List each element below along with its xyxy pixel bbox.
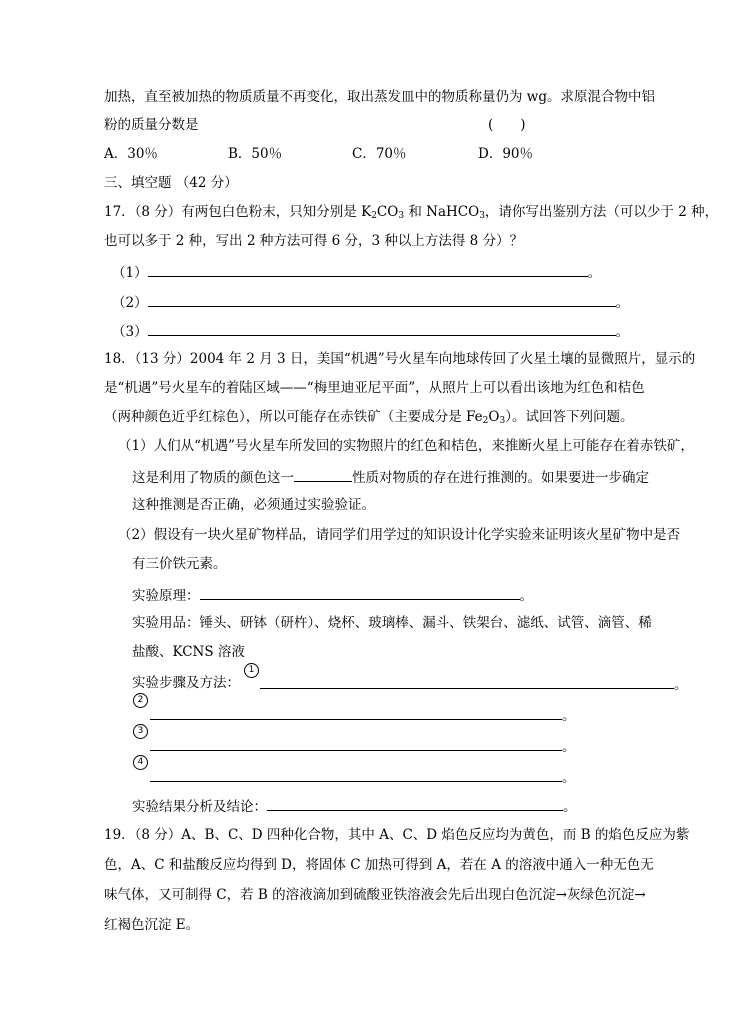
circled-number-icon: 4 [133, 755, 148, 770]
q17-sub-2: 3 [398, 211, 405, 221]
q18-result[interactable] [132, 796, 577, 816]
q17-answer-line-3[interactable] [148, 321, 616, 336]
q18-step-mark-1 [244, 661, 259, 679]
q18-supplies-line2: 盐酸、KCNS 溶液 [132, 644, 245, 660]
q18-step-line-2[interactable] [150, 705, 562, 720]
q18-step-line-1[interactable] [260, 674, 674, 689]
q17-blank-1[interactable] [112, 262, 601, 282]
q18-step-mark-4 [133, 753, 148, 771]
q17-blank-end-3: 。 [615, 324, 630, 340]
circled-number-icon: 3 [133, 724, 148, 739]
q17-blank-label-2: （2） [112, 295, 148, 311]
q18-step-2[interactable] [150, 705, 576, 725]
q18-sub-1: 2 [482, 416, 489, 426]
q18-principle-label: 实验原理： [132, 588, 200, 604]
q16-line1: 加热，直至被加热的物质质量不再变化，取出蒸发皿中的物质称量仍为 wg。求原混合物中铝 [104, 89, 655, 105]
q18-part1-line1: （1）人们从“机遇”号火星车所发回的实物照片的红色和桔色，来推断火星上可能存在着赤铁矿， [118, 438, 694, 454]
q18-step-end-4: 。 [562, 770, 576, 786]
q18-result-label: 实验结果分析及结论： [132, 799, 267, 815]
q16-option-b: B．50％ [228, 146, 283, 162]
q17-text-b: CO [376, 204, 399, 220]
q18-steps-label: 实验步骤及方法： [132, 675, 240, 691]
circled-number-icon: 1 [244, 663, 259, 678]
q18-part1-text-b: 性质对物质的存在进行推测的。如果要进一步确定 [352, 470, 649, 486]
q17-blank-2[interactable] [112, 292, 629, 312]
q18-part1-blank[interactable] [294, 467, 352, 482]
q17-blank-3[interactable] [112, 321, 629, 341]
q18-part2-line2: 有三价铁元素。 [132, 556, 227, 572]
q18-principle-end: 。 [519, 588, 533, 604]
q18-line2: 是“机遇”号火星车的着陆区域——“梅里迪亚尼平面”，从照片上可以看出该地为红色和桔色 [104, 380, 645, 396]
q16-answer-paren: ( ) [488, 117, 526, 133]
q17-sub-1: 2 [371, 211, 377, 221]
q18-line1: 18．（13 分）2004 年 2 月 3 日，美国“机遇”号火星车向地球传回了火星土壤的显微照片，显示的 [104, 351, 696, 367]
q18-step-line-4[interactable] [150, 767, 562, 782]
q17-sub-3: 3 [479, 211, 485, 221]
circled-number-icon: 2 [133, 693, 148, 708]
q18-result-line[interactable] [267, 796, 563, 811]
q18-principle[interactable] [132, 585, 533, 605]
q19-line4: 红褐色沉淀 E。 [104, 917, 200, 933]
q16-option-a: A．30％ [104, 146, 158, 162]
q18-part1-text-a: 这是利用了物质的颜色这一 [132, 470, 294, 486]
q17-blank-end-2: 。 [615, 295, 630, 311]
q19-line1: 19．（8 分）A、B、C、D 四种化合物，其中 A、C、D 焰色反应均为黄色，而 B 的焰色反应为紫 [104, 827, 690, 843]
q18-step-end-2: 。 [562, 708, 576, 724]
q18-part2-line1: （2）假设有一块火星矿物样品，请同学们用学过的知识设计化学实验来证明该火星矿物中是否 [118, 527, 681, 543]
q18-result-end: 。 [563, 799, 577, 815]
q18-line3-b: O [488, 409, 500, 425]
q18-step-mark-3 [133, 722, 148, 740]
q18-step-3[interactable] [150, 736, 576, 756]
q17-blank-end-1: 。 [587, 265, 602, 281]
q16-option-c: C．70％ [352, 146, 407, 162]
q18-step-end-3: 。 [562, 739, 576, 755]
q18-step-1[interactable] [260, 674, 688, 694]
q17-answer-line-1[interactable] [148, 262, 588, 277]
q18-principle-line[interactable] [200, 585, 520, 600]
q18-step-4[interactable] [150, 767, 576, 787]
q17-text-d: ，请你写出鉴别方法（可以少于 2 种， [484, 204, 719, 220]
q17-blank-label-1: （1） [112, 265, 148, 281]
section-3-title: 三、填空题 （42 分） [104, 175, 238, 191]
q16-option-d: D．90％ [478, 146, 534, 162]
q19-line3: 味气体，又可制得 C，若 B 的溶液滴加到硫酸亚铁溶液会先后出现白色沉淀→灰绿色沉淀→ [104, 887, 646, 903]
q17-line2: 也可以多于 2 种，写出 2 种方法可得 6 分，3 种以上方法得 8 分）？ [104, 233, 524, 249]
q17-blank-label-3: （3） [112, 324, 148, 340]
q18-line3 [104, 408, 633, 426]
q18-step-line-3[interactable] [150, 736, 562, 751]
q17-text-c: 和 NaHCO [404, 204, 480, 220]
q18-line3-c: ）。试回答下列问题。 [505, 409, 634, 425]
q18-part1-line3: 这种推测是否正确，必须通过实验验证。 [132, 497, 375, 513]
q18-step-mark-2 [133, 691, 148, 709]
q18-step-end-1: 。 [674, 677, 688, 693]
q17-text-a: 17．（8 分）有两包白色粉末，只知分别是 K [104, 204, 372, 220]
q18-supplies-line1: 实验用品：锤头、研钵（研杵）、烧杯、玻璃棒、漏斗、铁架台、滤纸、试管、滴管、稀 [132, 615, 652, 631]
q16-line2: 粉的质量分数是 [104, 117, 199, 133]
q18-part1-line2 [132, 467, 649, 487]
q18-line3-a: （两种颜色近乎红棕色），所以可能存在赤铁矿（主要成分是 Fe [104, 409, 483, 425]
q17-line1 [104, 203, 718, 221]
q18-sub-2: 3 [499, 416, 506, 426]
q19-line2: 色，A、C 和盐酸反应均得到 D，将固体 C 加热可得到 A，若在 A 的溶液中通入一种无色无 [104, 857, 654, 873]
q17-answer-line-2[interactable] [148, 292, 616, 307]
